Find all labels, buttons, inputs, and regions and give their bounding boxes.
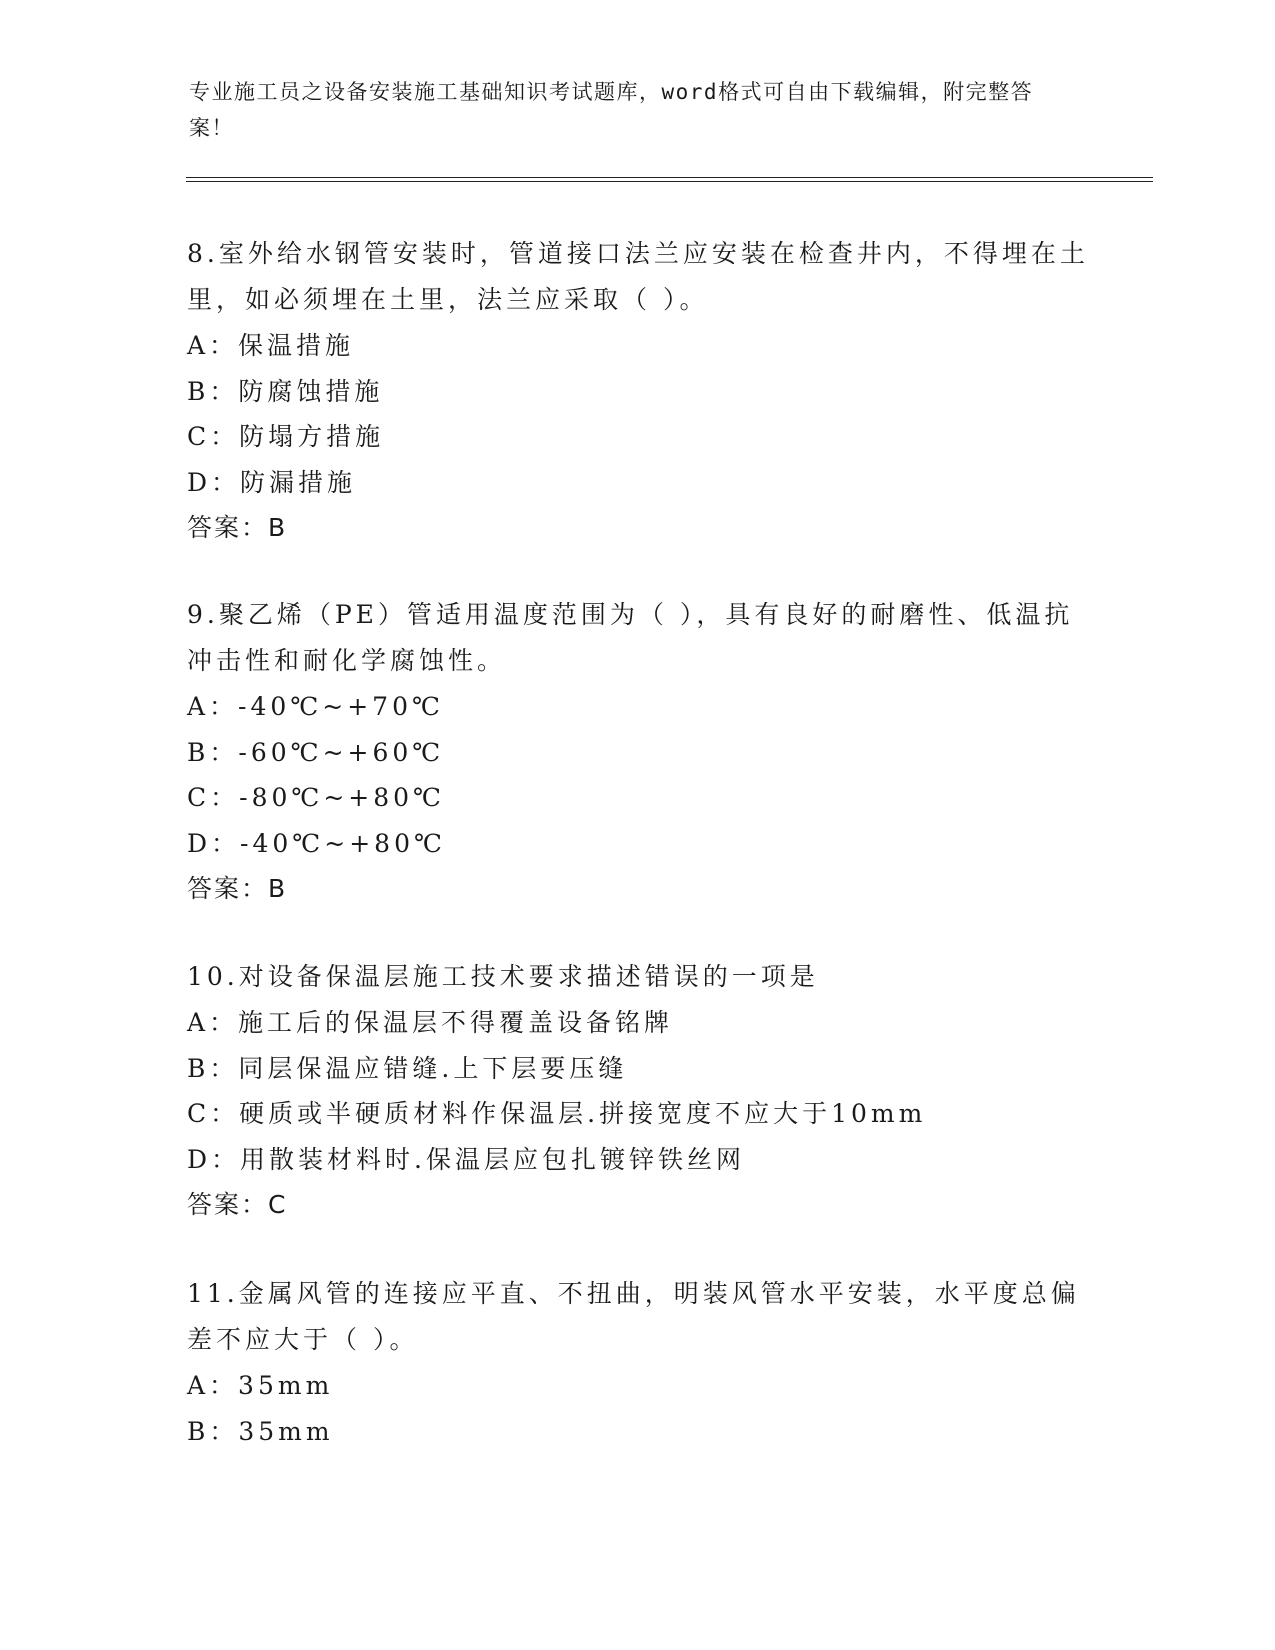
option-b: B：防腐蚀措施	[187, 376, 384, 406]
option-c: C：-80℃~+80℃	[187, 783, 446, 812]
option-a: A：35mm	[187, 1371, 334, 1400]
question-11	[187, 1271, 1097, 1454]
option-b: B：-60℃~+60℃	[187, 737, 445, 767]
question-stem: 11.金属风管的连接应平直、不扭曲，明装风管水平安装，水平度总偏差不应大于（ ）。	[187, 1279, 1080, 1354]
question-10	[187, 954, 1097, 1228]
question-stem: 9.聚乙烯（PE）管适用温度范围为（ ），具有良好的耐磨性、低温抗冲击性和耐化学腐蚀性。	[187, 600, 1074, 675]
question-stem: 8.室外给水钢管安装时，管道接口法兰应安装在检查井内，不得埋在土里，如必须埋在土里，法兰应采取（ ）。	[187, 239, 1089, 314]
answer: 答案：B	[187, 874, 288, 903]
answer: 答案：C	[187, 1190, 288, 1219]
option-c: C：防塌方措施	[187, 422, 385, 451]
option-d: D：用散装材料时.保温层应包扎镀锌铁丝网	[187, 1144, 745, 1174]
question-stem: 10.对设备保温层施工技术要求描述错误的一项是	[187, 962, 819, 991]
question-8	[187, 231, 1097, 551]
question-9	[187, 592, 1097, 912]
document-header: 专业施工员之设备安装施工基础知识考试题库，word格式可自由下载编辑，附完整答案！	[189, 80, 1034, 140]
answer: 答案：B	[187, 513, 288, 542]
option-d: D：防漏措施	[187, 467, 357, 497]
option-d: D：-40℃~+80℃	[187, 828, 446, 858]
option-a: A：-40℃~+70℃	[187, 692, 444, 721]
option-b: B：同层保温应错缝.上下层要压缝	[187, 1053, 628, 1083]
header-divider-top	[186, 177, 1153, 178]
option-a: A：施工后的保温层不得覆盖设备铭牌	[187, 1008, 674, 1037]
option-c: C：硬质或半硬质材料作保温层.拼接宽度不应大于10mm	[187, 1099, 927, 1128]
option-b: B：35mm	[187, 1416, 334, 1446]
header-divider-bottom	[186, 181, 1153, 182]
option-a: A：保温措施	[187, 331, 355, 360]
